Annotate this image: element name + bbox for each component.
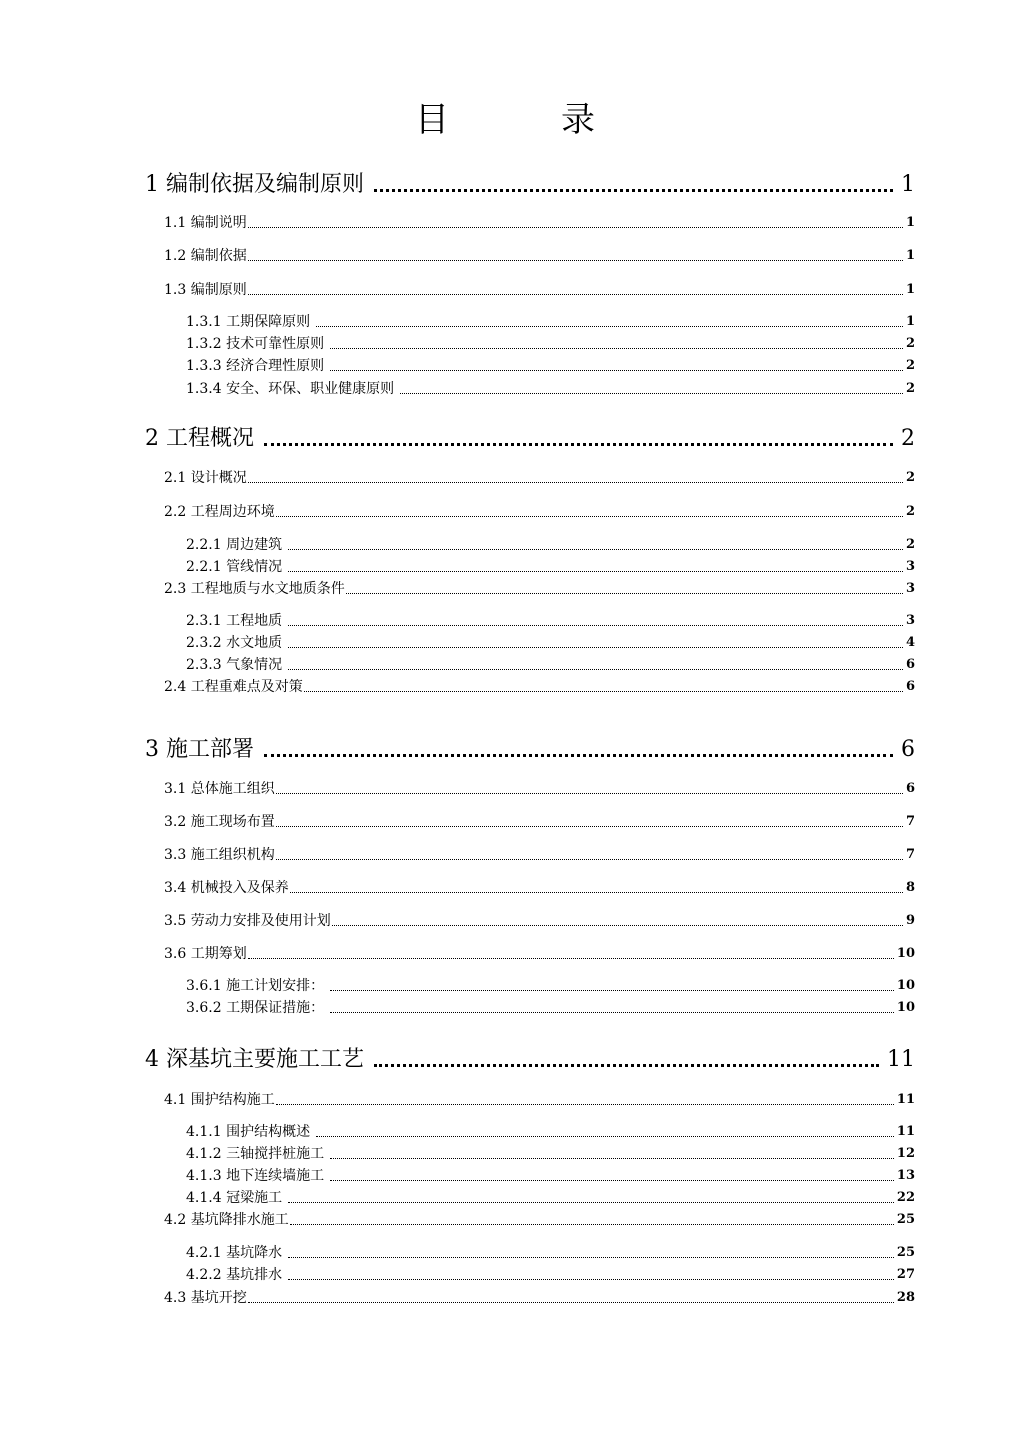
toc-entry-page-number: 28 [896, 1290, 915, 1305]
dot-leader [290, 892, 903, 893]
toc-entry-title: 3.5 劳动力安排及使用计划 [164, 913, 331, 929]
toc-entry[interactable] [186, 633, 915, 653]
toc-entry-page-number: 8 [905, 880, 915, 895]
toc-entry-title: 1.3.3 经济合理性原则 [186, 358, 325, 374]
toc-entry[interactable] [186, 976, 915, 996]
toc-entry-page-number: 10 [896, 946, 915, 961]
toc-entry-page-number: 25 [896, 1245, 915, 1260]
toc-entry[interactable] [186, 379, 915, 399]
dot-leader [288, 1202, 894, 1203]
toc-entry[interactable] [145, 424, 915, 454]
toc-entry[interactable] [186, 1265, 915, 1285]
toc-entry-title: 3.4 机械投入及保养 [164, 880, 289, 896]
toc-entry-title: 4.1.3 地下连续墙施工 [186, 1168, 325, 1184]
toc-entry-page-number: 11 [896, 1124, 915, 1139]
toc-entry[interactable] [164, 280, 915, 300]
toc-entry-page-number: 25 [896, 1212, 915, 1227]
toc-entry-page-number: 2 [905, 537, 915, 552]
dot-leader [248, 958, 894, 959]
dot-leader [288, 669, 903, 670]
toc-entry-title: 2.3.2 水文地质 [186, 635, 283, 651]
toc-entry[interactable] [186, 557, 915, 577]
toc-entry-page-number: 1 [905, 215, 915, 230]
dot-leader [264, 443, 893, 446]
toc-entry[interactable] [186, 1144, 915, 1164]
toc-entry-title: 4.2.1 基坑降水 [186, 1245, 283, 1261]
toc-entry-page-number: 22 [896, 1190, 915, 1205]
toc-entry[interactable] [164, 246, 915, 266]
toc-entry-title: 1.3.1 工期保障原则 [186, 314, 311, 330]
toc-entry-title: 1 编制依据及编制原则 [145, 172, 364, 197]
toc-entry[interactable] [186, 312, 915, 332]
dot-leader [276, 516, 903, 517]
toc-entry-page-number: 3 [905, 559, 915, 574]
toc-entry-title: 1.1 编制说明 [164, 215, 247, 231]
toc-entry-title: 3.6 工期筹划 [164, 946, 247, 962]
toc-entry-page-number: 1 [905, 314, 915, 329]
dot-leader [316, 1136, 894, 1137]
toc-entry-title: 3 施工部署 [145, 737, 254, 762]
dot-leader [248, 227, 903, 228]
toc-entry[interactable] [164, 1288, 915, 1308]
toc-entry-page-number: 3 [905, 613, 915, 628]
toc-entry-page-number: 1 [905, 282, 915, 297]
dot-leader [332, 925, 903, 926]
dot-leader [288, 571, 903, 572]
toc-entry[interactable] [145, 1045, 915, 1075]
dot-leader [330, 370, 903, 371]
dot-leader [316, 326, 903, 327]
toc-entry[interactable] [164, 213, 915, 233]
toc-entry[interactable] [164, 1210, 915, 1230]
toc-entry[interactable] [164, 1090, 915, 1110]
page-title [0, 98, 1012, 142]
dot-leader [288, 1279, 894, 1280]
toc-entry[interactable] [164, 878, 915, 898]
dot-leader [330, 1012, 894, 1013]
dot-leader [248, 260, 903, 261]
toc-entry[interactable] [186, 535, 915, 555]
title-left-char: 目 [415, 100, 451, 140]
dot-leader [330, 1158, 894, 1159]
toc-entry-page-number: 6 [905, 657, 915, 672]
dot-leader [374, 1064, 879, 1067]
toc-entry-page-number: 13 [896, 1168, 915, 1183]
toc-entry-title: 4.1.1 围护结构概述 [186, 1124, 311, 1140]
toc-entry-page-number: 2 [905, 470, 915, 485]
toc-entry[interactable] [164, 779, 915, 799]
toc-entry[interactable] [164, 911, 915, 931]
dot-leader [288, 647, 903, 648]
toc-entry-title: 3.3 施工组织机构 [164, 847, 275, 863]
toc-entry[interactable] [145, 735, 915, 765]
toc-entry-title: 2.4 工程重难点及对策 [164, 679, 303, 695]
toc-entry-title: 2.1 设计概况 [164, 470, 247, 486]
toc-entry-page-number: 2 [905, 358, 915, 373]
dot-leader [400, 393, 903, 394]
toc-entry[interactable] [164, 812, 915, 832]
toc-entry-page-number: 9 [905, 913, 915, 928]
dot-leader [248, 294, 903, 295]
toc-entry-title: 1.3.4 安全、环保、职业健康原则 [186, 381, 395, 397]
toc-entry[interactable] [164, 579, 915, 599]
toc-entry[interactable] [164, 502, 915, 522]
dot-leader [304, 691, 903, 692]
toc-entry-page-number: 10 [896, 978, 915, 993]
toc-entry-title: 3.2 施工现场布置 [164, 814, 275, 830]
toc-entry[interactable] [164, 677, 915, 697]
toc-entry-page-number: 1 [901, 172, 915, 197]
toc-entry-page-number: 27 [896, 1267, 915, 1282]
toc-entry-page-number: 4 [905, 635, 915, 650]
dot-leader [276, 793, 903, 794]
toc-entry-page-number: 2 [901, 426, 915, 451]
toc-entry-page-number: 7 [905, 814, 915, 829]
toc-entry-title: 4.2.2 基坑排水 [186, 1267, 283, 1283]
toc-entry[interactable] [186, 334, 915, 354]
toc-entry-page-number: 2 [905, 381, 915, 396]
toc-entry[interactable] [186, 998, 915, 1018]
dot-leader [330, 990, 894, 991]
toc-entry-page-number: 2 [905, 336, 915, 351]
toc-entry-title: 2.3 工程地质与水文地质条件 [164, 581, 345, 597]
dot-leader [290, 1224, 894, 1225]
toc-entry-title: 4.3 基坑开挖 [164, 1290, 247, 1306]
dot-leader [288, 1257, 894, 1258]
toc-entry[interactable] [186, 1166, 915, 1186]
toc-entry-title: 4.2 基坑降排水施工 [164, 1212, 289, 1228]
toc-entry-title: 1.3 编制原则 [164, 282, 247, 298]
toc-entry-page-number: 2 [905, 504, 915, 519]
toc-entry-title: 4.1.4 冠梁施工 [186, 1190, 283, 1206]
toc-entry-page-number: 6 [901, 737, 915, 762]
toc-entry[interactable] [186, 655, 915, 675]
dot-leader [276, 826, 903, 827]
toc-entry-title: 2 工程概况 [145, 426, 254, 451]
dot-leader [276, 1104, 894, 1105]
toc-entry-page-number: 10 [896, 1000, 915, 1015]
toc-entry[interactable] [186, 1122, 915, 1142]
toc-entry-page-number: 1 [905, 248, 915, 263]
toc-entry-title: 2.3.3 气象情况 [186, 657, 283, 673]
toc-entry-title: 3.1 总体施工组织 [164, 781, 275, 797]
toc-entry[interactable] [186, 356, 915, 376]
toc-entry[interactable] [186, 611, 915, 631]
toc-entry-title: 2.3.1 工程地质 [186, 613, 283, 629]
toc-entry-page-number: 6 [905, 679, 915, 694]
toc-entry-title: 2.2.1 周边建筑 [186, 537, 283, 553]
dot-leader [330, 348, 903, 349]
dot-leader [288, 549, 903, 550]
dot-leader [346, 593, 903, 594]
toc-entry-page-number: 3 [905, 581, 915, 596]
toc-entry-title: 1.3.2 技术可靠性原则 [186, 336, 325, 352]
dot-leader [248, 1302, 894, 1303]
toc-entry-page-number: 7 [905, 847, 915, 862]
toc-entry[interactable] [186, 1243, 915, 1263]
toc-entry[interactable] [164, 944, 915, 964]
toc-entry-page-number: 6 [905, 781, 915, 796]
toc-entry-page-number: 12 [896, 1146, 915, 1161]
toc-entry[interactable] [145, 170, 915, 200]
toc-entry[interactable] [186, 1188, 915, 1208]
title-right-char: 录 [561, 100, 597, 140]
dot-leader [374, 189, 893, 192]
toc-entry-page-number: 11 [887, 1047, 915, 1072]
dot-leader [264, 754, 893, 757]
toc-entry-title: 3.6.2 工期保证措施： [186, 1000, 325, 1016]
toc-entry-title: 1.2 编制依据 [164, 248, 247, 264]
toc-entry-title: 3.6.1 施工计划安排： [186, 978, 325, 994]
toc-entry-title: 2.2 工程周边环境 [164, 504, 275, 520]
dot-leader [330, 1180, 894, 1181]
dot-leader [276, 859, 903, 860]
toc-entry-title: 4 深基坑主要施工工艺 [145, 1047, 364, 1072]
toc-entry[interactable] [164, 468, 915, 488]
toc-entry-page-number: 11 [896, 1092, 915, 1107]
toc-entry[interactable] [164, 845, 915, 865]
dot-leader [248, 482, 903, 483]
dot-leader [288, 625, 903, 626]
toc-entry-title: 2.2.1 管线情况 [186, 559, 283, 575]
toc-entry-title: 4.1.2 三轴搅拌桩施工 [186, 1146, 325, 1162]
toc-entry-title: 4.1 围护结构施工 [164, 1092, 275, 1108]
